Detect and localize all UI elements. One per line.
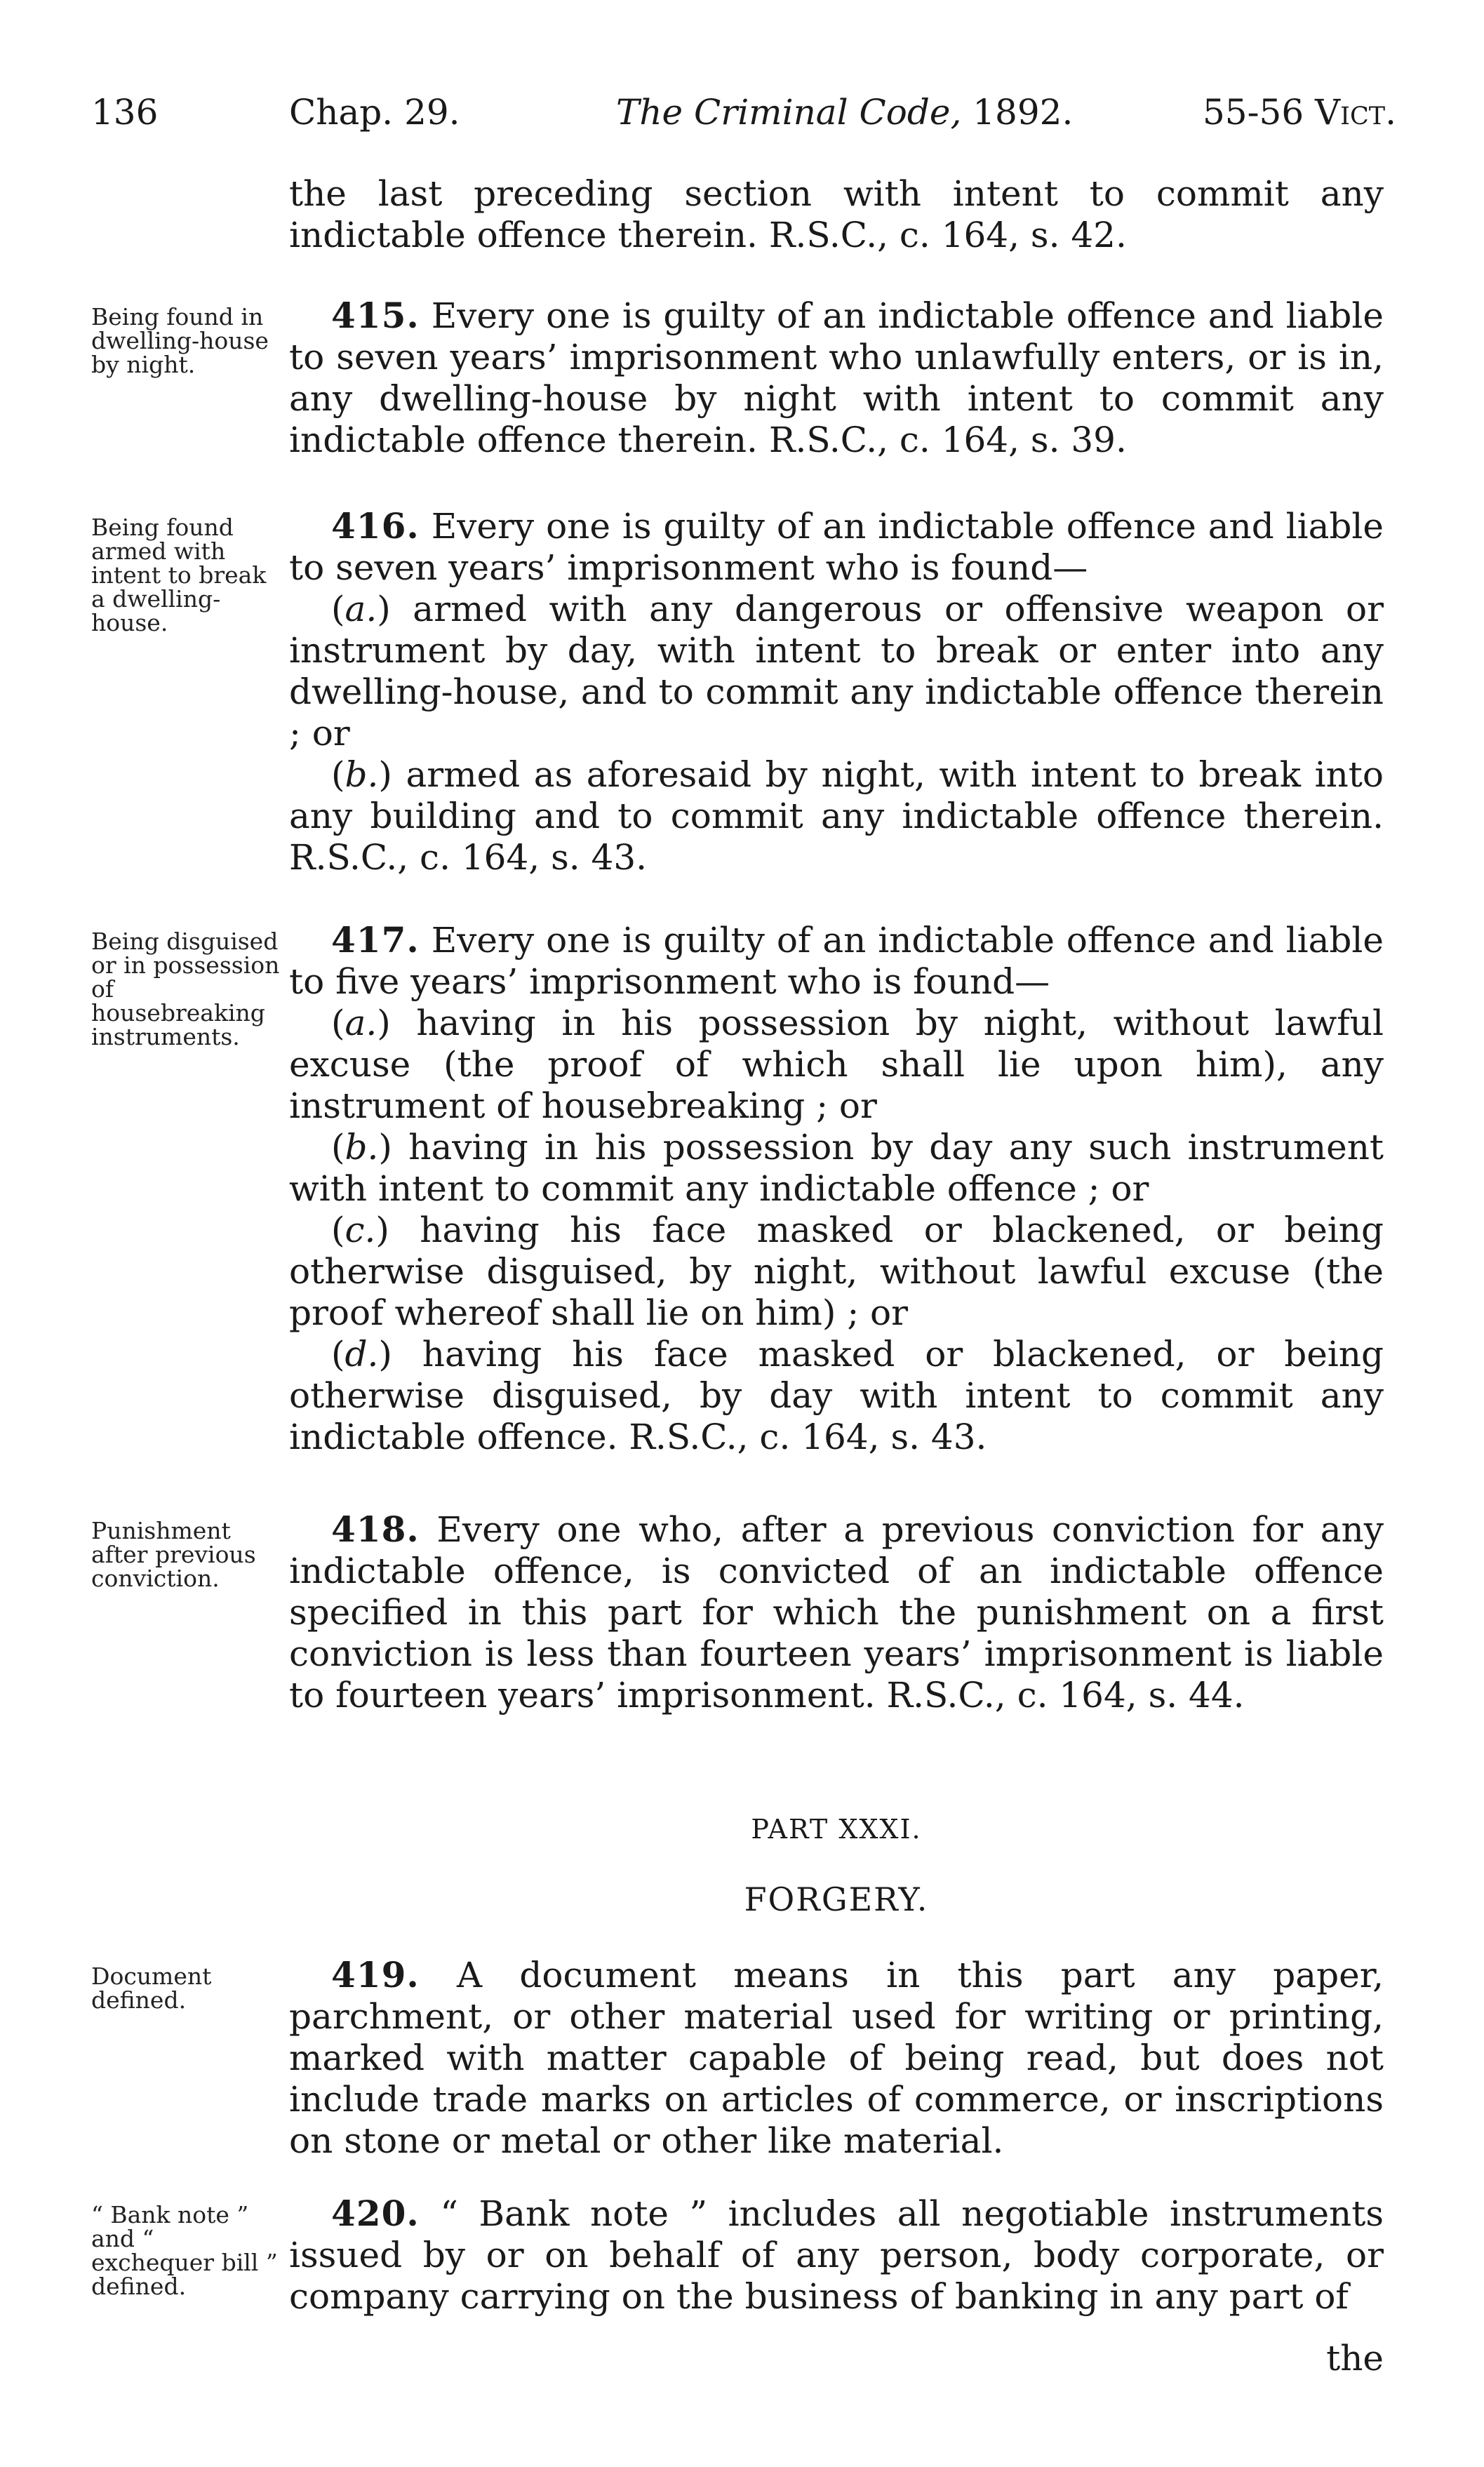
code-title-year: 1892. [961,92,1074,133]
clause-text: having in his possession by day any such instrument with intent to commit any indictable offence ; or [289,1127,1384,1209]
section-420 [289,2193,1384,2318]
section-416 [289,505,1384,878]
clause-416-b: (b.) armed as aforesaid by night, with intent to break into any building and to commit any indictable offence therein. R.S.C., c. 164, s. 43. [289,754,1384,878]
chapter-label: Chap. 29. [289,92,460,133]
clause-417-b: (b.) having in his possession by day any such instrument with intent to commit any indictable offence ; or [289,1127,1384,1209]
clause-text: armed as aforesaid by night, with intent to break into any building and to commit any indictable offence therein. R.S.C., c. 164, s. 43. [289,754,1384,878]
page-number: 136 [91,92,159,133]
code-title-italic: The Criminal Code, [616,92,962,133]
section-419-body [289,1954,1384,2162]
clause-label: c. [345,1210,376,1250]
section-text: “ Bank note ” includes all negotiable instruments issued by or on behalf of any person, body corporate, or company carrying on the business of banking in any part of [289,2193,1384,2317]
section-number: 418. [331,1509,420,1550]
clause-label: d. [345,1334,379,1375]
margin-note-419: Document defined. [91,1963,212,2014]
section-417 [289,919,1384,1458]
clause-417-d: (d.) having his face masked or blackened, or being otherwise disguised, by day with intent to commit any indictable offence. R.S.C., c. 164, s. 43. [289,1334,1384,1457]
clause-text: having his face masked or blackened, or being otherwise disguised, by night, without lawful excuse (the proof whereof shall lie on him) ; or [289,1210,1384,1333]
section-420-body [289,2193,1384,2318]
section-text: Every one is guilty of an indictable offence and liable to seven years’ imprisonment who is found— [289,506,1384,588]
section-text: Every one who, after a previous conviction for any indictable offence, is convicted of an indictable offence specified in this part for which the punishment on a first conviction is less than fourteen years’ imprisonment is liable to fourteen years’ imprisonment. R.S.C., c. 164, s. 44. [289,1509,1384,1716]
clause-417-a: (a.) having in his possession by night, without lawful excuse (the proof of which shall lie upon him), any instrument of housebreaking ; or [289,1003,1384,1126]
section-text: A document means in this part any paper, parchment, or other material used for writing or printing, marked with matter capable of being read, but does not include trade marks on articles of commerce, or inscriptions on stone or metal or other like material. [289,1955,1384,2161]
part-title: FORGERY. [744,1880,929,1918]
section-number: 417. [331,919,420,961]
section-number: 419. [331,1954,420,1995]
clause-label: a. [345,1003,377,1043]
clause-label: b. [345,754,379,795]
running-header [91,84,1396,140]
margin-note-416: Being found armed with intent to break a dwelling-house. [91,514,267,636]
reign-label: 55-56 Vict. [1203,92,1396,133]
section-415 [289,295,1384,461]
section-417-body [289,919,1384,1003]
catchword: the [1326,2338,1384,2379]
section-418-body [289,1509,1384,1716]
section-text: Every one is guilty of an indictable offence and liable to seven years’ imprisonment who unlawfully enters, or is in, any dwelling-house by night with intent to commit any indictable offence therein. R.S.C., c. 164, s. 39. [289,295,1384,460]
clause-text: having his face masked or blackened, or being otherwise disguised, by day with intent to commit any indictable offence. R.S.C., c. 164, s. 43. [289,1334,1384,1457]
clause-label: b. [345,1127,379,1168]
clause-label: a. [345,589,377,629]
section-415-body [289,295,1384,461]
continuation-paragraph [289,173,1384,256]
continuation-text: the last preceding section with intent to commit any indictable offence therein. R.S.C., c. 164, s. 42. [289,173,1384,255]
section-number: 420. [331,2193,420,2234]
section-418 [289,1509,1384,1716]
section-number: 416. [331,505,420,547]
margin-note-418: Punishment after previous conviction. [91,1517,256,1592]
clause-text: having in his possession by night, without lawful excuse (the proof of which shall lie upon him), any instrument of housebreaking ; or [289,1003,1384,1126]
margin-note-417: Being disguised or in possession of housebreaking instruments. [91,928,280,1050]
margin-note-420: “ Bank note ” and “ exchequer bill ” defined. [91,2201,278,2300]
clause-416-a: (a.) armed with any dangerous or offensive weapon or instrument by day, with intent to break or enter into any dwelling-house, and to commit any indictable offence therein ; or [289,589,1384,754]
margin-note-415: Being found in dwelling-house by night. [91,303,269,378]
section-text: Every one is guilty of an indictable offence and liable to five years’ imprisonment who is found— [289,920,1384,1002]
code-title [616,84,1073,140]
clause-text: armed with any dangerous or offensive weapon or instrument by day, with intent to break or enter into any dwelling-house, and to commit any indictable offence therein ; or [289,589,1384,754]
section-416-body [289,505,1384,589]
part-heading: PART XXXI. [751,1814,922,1845]
section-number: 415. [331,295,420,336]
section-419 [289,1954,1384,2162]
clause-417-c: (c.) having his face masked or blackened, or being otherwise disguised, by night, without lawful excuse (the proof whereof shall lie on him) ; or [289,1210,1384,1333]
